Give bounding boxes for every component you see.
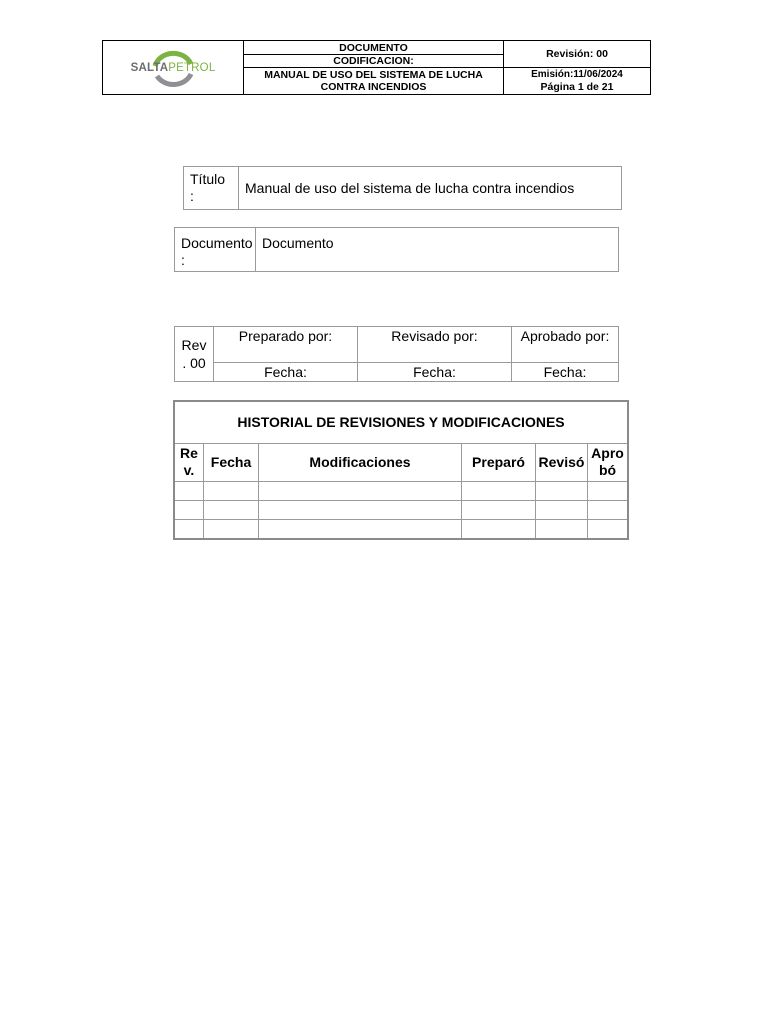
- empty-cell: [204, 482, 259, 501]
- empty-cell: [588, 501, 629, 520]
- empty-cell: [204, 501, 259, 520]
- documento-table: [174, 227, 619, 272]
- col-aprobo-line2: bó: [598, 462, 617, 479]
- empty-cell: [259, 501, 462, 520]
- empty-cell: [462, 520, 536, 539]
- col-preparo: Preparó: [462, 443, 536, 481]
- titulo-label-line1: Título: [190, 171, 226, 187]
- codificacion-label: CODIFICACION:: [244, 55, 504, 68]
- documento-label: DOCUMENTO: [244, 41, 504, 55]
- col-rev-line1: Re: [180, 445, 198, 462]
- empty-cell: [536, 501, 588, 520]
- col-rev: [174, 443, 204, 481]
- emision-pagina: [504, 68, 651, 95]
- titulo-label-line2: :: [190, 188, 194, 204]
- documento-label-line1: Documento: [181, 235, 253, 251]
- titulo-value: Manual de uso del sistema de lucha contra incendios: [239, 167, 622, 210]
- titulo-label: [184, 167, 239, 210]
- titulo-table: [183, 166, 622, 210]
- revision-label: Revisión: 00: [504, 41, 651, 68]
- empty-cell: [536, 520, 588, 539]
- documento-label-line2: :: [181, 252, 185, 268]
- documento-value: Documento: [256, 228, 619, 272]
- aprobado-por: Aprobado por:: [512, 327, 619, 363]
- col-reviso: Revisó: [536, 443, 588, 481]
- table-row: [174, 520, 628, 539]
- empty-cell: [174, 520, 204, 539]
- col-aprobo-line1: Apro: [591, 445, 624, 462]
- emision-label: Emisión:11/06/2024: [531, 69, 623, 80]
- col-rev-line2: v.: [183, 462, 195, 479]
- empty-cell: [536, 482, 588, 501]
- col-modificaciones: Modificaciones: [259, 443, 462, 481]
- fecha-aprobado: Fecha:: [512, 363, 619, 382]
- historial-table: [173, 400, 629, 540]
- empty-cell: [588, 520, 629, 539]
- empty-cell: [259, 482, 462, 501]
- manual-title-line2: CONTRA INCENDIOS: [320, 81, 427, 93]
- preparado-por: Preparado por:: [214, 327, 358, 363]
- empty-cell: [588, 482, 629, 501]
- historial-title: HISTORIAL DE REVISIONES Y MODIFICACIONES: [174, 401, 628, 443]
- fecha-preparado: Fecha:: [214, 363, 358, 382]
- pagina-label: Página 1 de 21: [540, 81, 614, 93]
- fecha-revisado: Fecha:: [358, 363, 512, 382]
- rev-cell: [175, 327, 214, 382]
- manual-title: [244, 68, 504, 95]
- empty-cell: [174, 501, 204, 520]
- logo-text: SALTAPETROL: [130, 61, 216, 74]
- table-row: [174, 482, 628, 501]
- empty-cell: [174, 482, 204, 501]
- empty-cell: [462, 482, 536, 501]
- rev-line1: Rev: [181, 337, 207, 353]
- empty-cell: [204, 520, 259, 539]
- documento-label: [175, 228, 256, 272]
- col-aprobo: [588, 443, 629, 481]
- col-fecha: Fecha: [204, 443, 259, 481]
- empty-cell: [259, 520, 462, 539]
- revisado-por: Revisado por:: [358, 327, 512, 363]
- firmas-table: [174, 326, 619, 382]
- empty-cell: [462, 501, 536, 520]
- logo-cell: [103, 41, 244, 95]
- manual-title-line1: MANUAL DE USO DEL SISTEMA DE LUCHA: [264, 69, 483, 81]
- table-row: [174, 501, 628, 520]
- document-header: [102, 40, 651, 95]
- company-logo: [103, 42, 243, 94]
- rev-line2: . 00: [182, 355, 206, 371]
